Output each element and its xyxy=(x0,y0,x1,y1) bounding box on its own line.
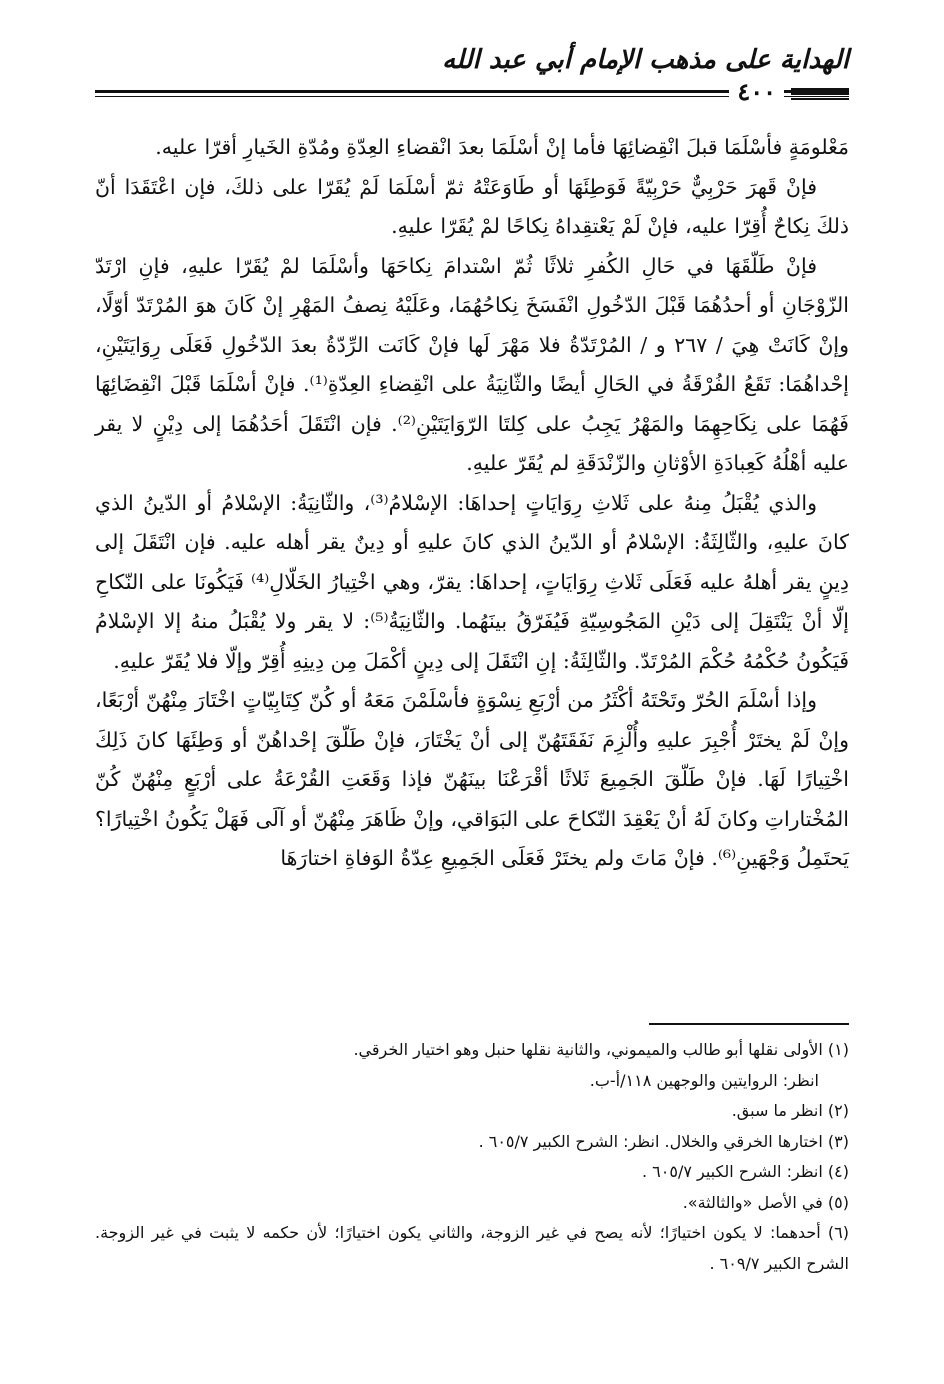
running-title: الهداية على مذهب الإمام أبي عبد الله xyxy=(442,45,849,75)
paragraph: وإذا أسْلَمَ الحُرّ وتَحْتَهُ أكْثَرُ من أرْبَعِ نِسْوَةٍ فأسْلَمْنَ مَعَهُ أو كُنّ كِتَابِيّاتٍ اخْتَارَ مِنْهُنّ أرْبَعًا، وإنْ لَمْ يختَرْ أُجْبِرَ عليهِ وأُلْزِمَ نَفَقَتَهُنّ إلى أنْ يَخْتَارَ، فإنْ طَلّقَ إحْداهُنّ أو وَطِئَهَا كانَ ذَلِكَ اخْتِيارًا لَهَا. فإنْ طَلّقَ الجَمِيعَ ثَلاثًا أقْرَعْنَا بينَهُنّ فإذا وَقَعَتِ القُرْعَةُ على أرْبَعٍ مِنْهُنّ كُنّ المُخْتاراتِ وكانَ لَهُ أنْ يَعْقِدَ النّكاحَ على البَوَاقي، وإنْ ظَاهَرَ مِنْهُنّ أو آلَى فَهَلْ يَكُونُ اخْتِيارًا؟ يَحتَمِلُ وَجْهَينِ⁽⁶⁾. فإنْ مَاتَ ولم يختَرْ فَعَلَى الجَمِيعِ عِدّةُ الوَفاةِ اختارَهَا xyxy=(95,688,849,870)
header-rule-short-3 xyxy=(791,98,849,100)
header-rule-short-1 xyxy=(791,88,849,90)
footnotes xyxy=(95,1035,849,1279)
paragraph: فإنْ قَهرَ حَرْبِيٌّ حَرْبِيّةً فَوَطِئَهَا أو طَاوَعَتْهُ ثمّ أسْلَمَا لَمْ يُقَرّا على ذلكَ، فإن اعْتَقَدَا أنّ ذلكَ نِكاحٌ أُقِرّا عليه، فإنْ لَمْ يَعْتقِداهُ نِكاحًا لمْ يُقَرّا عليهِ. xyxy=(95,174,849,238)
paragraph: مَعْلومَةٍ فأسْلَمَا قبلَ انْقِضائِهَا فأما إنْ أسْلَمَا بعدَ انْقضاءِ العِدّةِ ومُدّةِ الخَيارِ أقرّا عليه. xyxy=(155,135,849,159)
header-rule-short-2 xyxy=(791,93,849,95)
paragraph: والذي يُقْبَلُ مِنهُ على ثَلاثِ رِوَايَاتٍ إحداهَا: الإسْلامُ⁽³⁾، والثّانِيَةُ: الإسْلامُ أو الدّينُ الذي كانَ عليهِ، والثّالِثَةُ: الإسْلامُ أو الدّينُ الذي كانَ عليهِ أو دِينٌ يقر أهله عليه. فإن انْتَقَلَ إلى دِينٍ يقر أهلهُ عليه فَعَلَى ثَلاثِ رِوَايَاتٍ، إحداهَا: يقرّ، وهي اخْتِيارُ الخَلّالِ⁽⁴⁾ فَيَكُونَا على النّكاحِ إلّا أنْ يَنْتَقِلَ إلى دَيْنِ المَجُوسِيّةِ فَيُفَرّقُ بينَهُما. والثّانِيَةُ⁽⁵⁾: لا يقر ولا يُقْبَلُ منهُ إلا الإسْلامُ فَيَكُونُ حُكْمُهُ حُكْمَ المُرْتَدّ. والثّالِثَةُ: إنِ انْتَقَلَ إلى دِينٍ أكْمَلَ مِن دِينِهِ أُقِرّ وإلّا فلا يُقَرّ عليهِ. xyxy=(95,490,849,673)
footnote-continuation: انظر: الروايتين والوجهين ١١٨/أ-ب. xyxy=(589,1070,819,1090)
paragraph: فإنْ طَلّقَهَا في حَالِ الكُفرِ ثلاثًا ثُمّ اسْتدامَ نِكاحَهَا وأسْلَمَا لمْ يُقَرّا عليهِ، فإنِ ارْتَدّ الزّوْجَانِ أو أحدُهُمَا قَبْلَ الدّخُولِ انْفَسَخَ نِكاحُهُمَا، وعَلَيْهُ نِصفُ المَهْرِ إنْ كَانَ هوَ المُرْتَدّ أوّلًا، وإنْ كَانَتْ هِيَ / ٢٦٧ و / المُرْتَدّةُ فلا مَهْرَ لَها فإنْ كَانَت الرِّدّةُ بعدَ الدّخُولِ فَعَلَى رِوَايَتَيْنِ، إحْداهُمَا: تَقَعُ الفُرْقَةُ في الحَالِ أيضًا والثّانِيَةُ على انْقِضاءِ العِدّةِ⁽¹⁾. فإنْ أسْلَمَا قَبْلَ انْقِضَائِهَا فَهُمَا على نِكَاحِهِمَا والمَهْرُ يَجِبُ على كِلتَا الرّوَايَتَيْنِ⁽²⁾. فإن انْتَقَلَ أحَدُهُمَا إلى دِيْنٍ لا يقر عليه أهْلُهُ كَعِبادَةِ الأوْثانِ والزّنْدَقَةِ لم يُقَرّ عليهِ. xyxy=(95,253,849,475)
footnote: (٢) انظر ما سبق. xyxy=(731,1101,849,1120)
footnote: (٦) أحدهما: لا يكون اختيارًا؛ لأنه يصح في غير الزوجة، والثاني يكون اختيارًا؛ لأن حكمه لا يثبت في غير الزوجة. الشرح الكبير ٦٠٩/٧ . xyxy=(95,1223,849,1273)
footnote: (١) الأولى نقلها أبو طالب والميموني، والثانية نقلها حنبل وهو اختيار الخرقي. xyxy=(353,1040,849,1059)
footnote: (٣) اختارها الخرقي والخلال. انظر: الشرح الكبير ٦٠٥/٧ . xyxy=(478,1131,849,1151)
page-header xyxy=(95,40,849,110)
main-text xyxy=(95,128,849,879)
page-number: ٤٠٠ xyxy=(729,77,784,107)
footnote-separator xyxy=(649,1023,849,1025)
footnote: (٤) انظر: الشرح الكبير ٦٠٥/٧ . xyxy=(642,1162,849,1181)
header-rule xyxy=(95,77,849,110)
footnote: (٥) في الأصل «والثالثة». xyxy=(682,1192,849,1212)
